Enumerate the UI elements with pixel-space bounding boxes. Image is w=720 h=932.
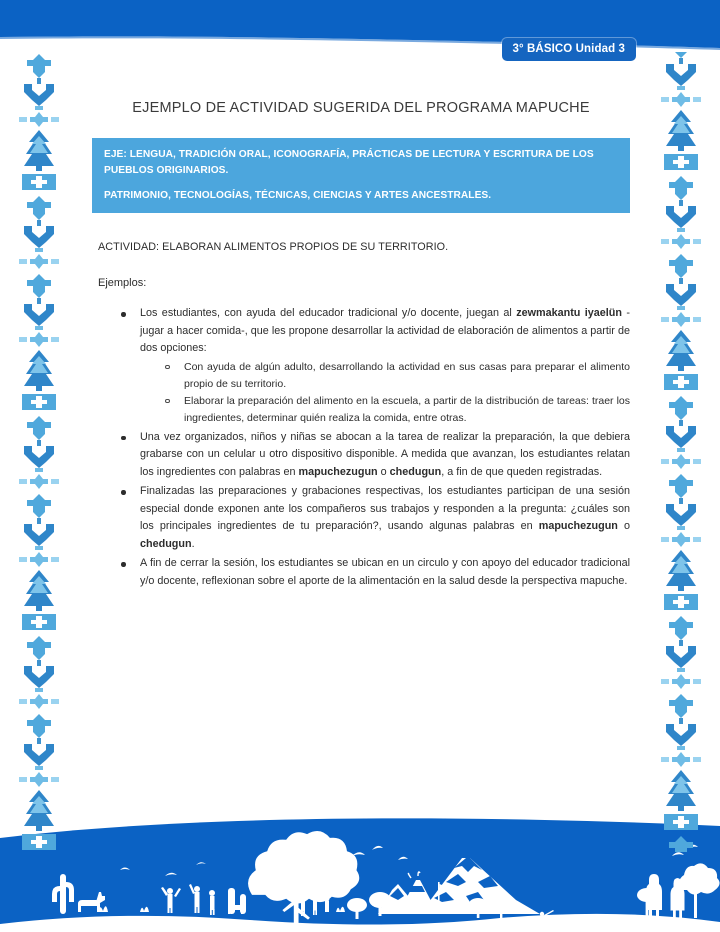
- bullet-term: mapuchezugun: [298, 465, 378, 478]
- bullet-text-before: A fin de cerrar la sesión, los estudiantes se ubican en un circulo y con apoyo del educador tradicional y/o docente, reflexionan sobre el aporte de la alimentación en la salud desde la perspectiva mapuche.: [140, 557, 630, 587]
- left-decorative-border: [16, 52, 62, 852]
- right-decorative-border: [658, 52, 704, 852]
- bullet-text-before: Los estudiantes, con ayuda del educador tradicional y/o docente, juegan al: [140, 307, 517, 320]
- list-item: [118, 555, 630, 590]
- document-content: [92, 100, 630, 592]
- footer-landscape-band: [0, 812, 720, 932]
- list-item: [118, 305, 630, 426]
- bullet-text-after: .: [191, 537, 195, 550]
- bullet-text-after: -jugar a hacer comida-, que les propone desarrollar la actividad de elaboración de alimentos a partir de dos opciones:: [140, 307, 630, 355]
- bullet-text-mid: o: [617, 520, 630, 533]
- page-title: EJEMPLO DE ACTIVIDAD SUGERIDA DEL PROGRAMA MAPUCHE: [132, 100, 590, 116]
- list-item: [118, 483, 630, 553]
- bullet-term: zewmakantu iyaelün: [516, 307, 622, 320]
- list-item: [118, 429, 630, 481]
- bullet-term-2: chedugun: [389, 465, 442, 478]
- bullet-term: mapuchezugun: [538, 520, 618, 533]
- eje-line-2: PATRIMONIO, TECNOLOGÍAS, TÉCNICAS, CIENCIAS Y ARTES ANCESTRALES.: [104, 189, 492, 201]
- list-item: Elaborar la preparación del alimento en la escuela, a partir de la distribución de tareas: traer los ingredientes, determinar quién realiza la comida, entre otras.: [162, 393, 630, 427]
- eje-box: [92, 138, 630, 213]
- activity-line: ACTIVIDAD: ELABORAN ALIMENTOS PROPIOS DE SU TERRITORIO.: [98, 241, 449, 254]
- unit-badge: 3° BÁSICO Unidad 3: [502, 38, 636, 61]
- sub-list: [140, 359, 630, 427]
- list-item: Con ayuda de algún adulto, desarrollando la actividad en sus casas para preparar el alimento propio de su territorio.: [162, 359, 630, 393]
- bullet-text-before: Finalizadas las preparaciones y grabaciones respectivas, los estudiantes participan de una sesión especial donde exponen ante los compañeros sus trabajos y responden a la pregunta: ¿cuáles son los principales ingredientes de tu preparación?, usando algunas palabras en: [140, 485, 630, 533]
- examples-list: [92, 305, 630, 590]
- bullet-term-2: chedugun: [140, 537, 192, 550]
- bullet-text-mid: o: [377, 465, 390, 478]
- bullet-text-before: Una vez organizados, niños y niñas se abocan a la tarea de realizar la preparación, la que debiera grabarse con un celular u otro dispositivo disponible. A medida que avanzan, los estudiantes relatan los ingredientes con palabras en: [140, 430, 630, 478]
- examples-label: Ejemplos:: [98, 277, 147, 290]
- eje-line-1: EJE: LENGUA, TRADICIÓN ORAL, ICONOGRAFÍA, PRÁCTICAS DE LECTURA Y ESCRITURA DE LOS PUEBLOS ORIGINARIOS.: [104, 149, 594, 176]
- bullet-text-after: , a fin de que queden registradas.: [441, 465, 603, 478]
